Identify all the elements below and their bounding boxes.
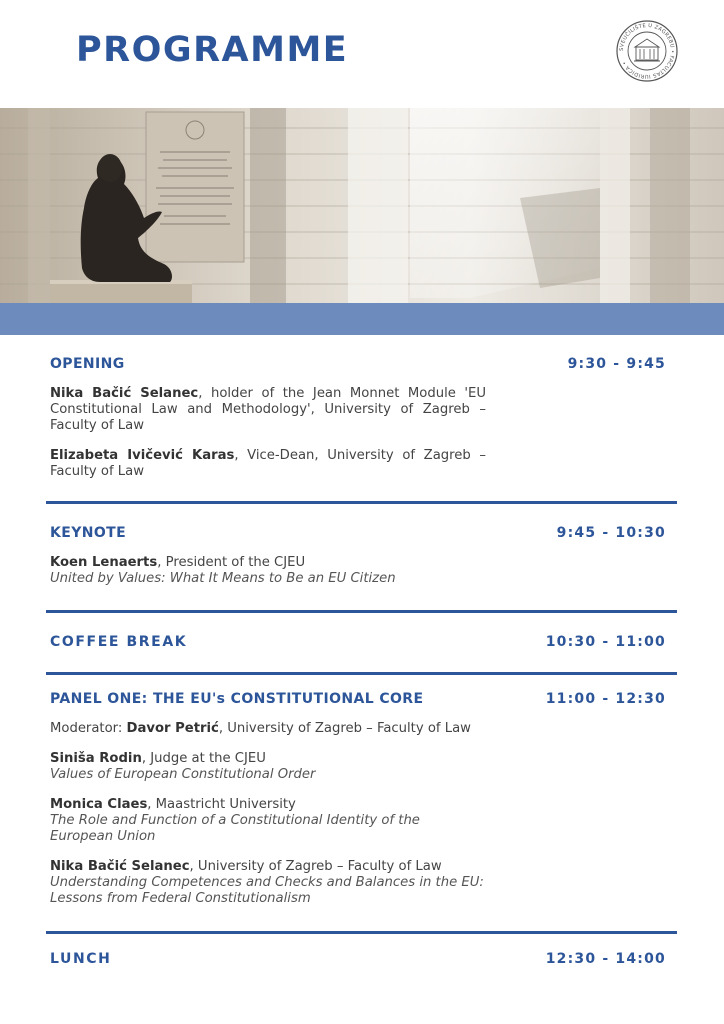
talk-title: Values of European Constitutional Order xyxy=(50,767,316,782)
moderator-label: Moderator: xyxy=(50,721,127,736)
speaker-name: Nika Bačić Selanec xyxy=(50,859,190,874)
talk-title: United by Values: What It Means to Be an EU Citizen xyxy=(50,571,396,586)
header-band xyxy=(0,303,724,335)
lunch-section xyxy=(50,951,666,971)
speaker-name: Koen Lenaerts xyxy=(50,555,158,570)
speaker-name: Nika Bačić Selanec xyxy=(50,386,199,401)
section-title: LUNCH xyxy=(50,951,112,967)
section-title: OPENING xyxy=(50,356,125,372)
speaker-entry xyxy=(50,386,486,434)
moderator-role: , University of Zagreb – Faculty of Law xyxy=(218,721,471,736)
speaker-role: , holder of the Jean Monnet Module 'EU Constitutional Law and Methodology', University of Zagreb – Faculty of Law xyxy=(50,386,487,433)
section-title: COFFEE BREAK xyxy=(50,634,188,650)
speaker-entry xyxy=(50,448,486,480)
page-title: PROGRAMME xyxy=(76,30,349,70)
speaker-entry xyxy=(50,555,486,587)
talk-title: Understanding Competences and Checks and Balances in the EU: Lessons from Federal Constitutionalism xyxy=(50,875,484,906)
section-time: 9:30 - 9:45 xyxy=(567,356,666,372)
moderator-entry xyxy=(50,721,520,737)
university-seal-icon xyxy=(616,20,678,82)
header-photo xyxy=(0,108,724,304)
speaker-role: , University of Zagreb – Faculty of Law xyxy=(189,859,442,874)
section-time: 10:30 - 11:00 xyxy=(545,634,666,650)
section-time: 11:00 - 12:30 xyxy=(545,691,666,707)
speaker-entry xyxy=(50,797,486,845)
speaker-role: , Judge at the CJEU xyxy=(141,751,266,766)
speaker-role: , President of the CJEU xyxy=(157,555,306,570)
speaker-name: Siniša Rodin xyxy=(50,751,142,766)
section-divider xyxy=(46,610,677,613)
speaker-name: Elizabeta Ivičević Karas xyxy=(50,448,235,463)
speaker-entry xyxy=(50,859,486,907)
opening-section xyxy=(50,356,666,480)
section-title: KEYNOTE xyxy=(50,525,127,541)
moderator-name: Davor Petrić xyxy=(126,721,219,736)
section-title: PANEL ONE: THE EU's CONSTITUTIONAL CORE xyxy=(50,691,424,707)
section-divider xyxy=(46,672,677,675)
section-time: 9:45 - 10:30 xyxy=(556,525,666,541)
speaker-role: , Maastricht University xyxy=(147,797,296,812)
speaker-name: Monica Claes xyxy=(50,797,148,812)
section-time: 12:30 - 14:00 xyxy=(545,951,666,967)
keynote-section xyxy=(50,525,666,587)
section-divider xyxy=(46,501,677,504)
speaker-role: , Vice-Dean, University of Zagreb – Faculty of Law xyxy=(50,448,486,479)
panel-one-section xyxy=(50,691,666,907)
section-divider xyxy=(46,931,677,934)
speaker-entry xyxy=(50,751,486,783)
coffee-break-section xyxy=(50,634,666,654)
talk-title: The Role and Function of a Constitutional Identity of the European Union xyxy=(50,813,420,844)
svg-text:SVEUČILIŠTE U ZAGREBU • FACULT: SVEUČILIŠTE U ZAGREBU • FACULTAS IURIDICA • xyxy=(618,22,676,80)
